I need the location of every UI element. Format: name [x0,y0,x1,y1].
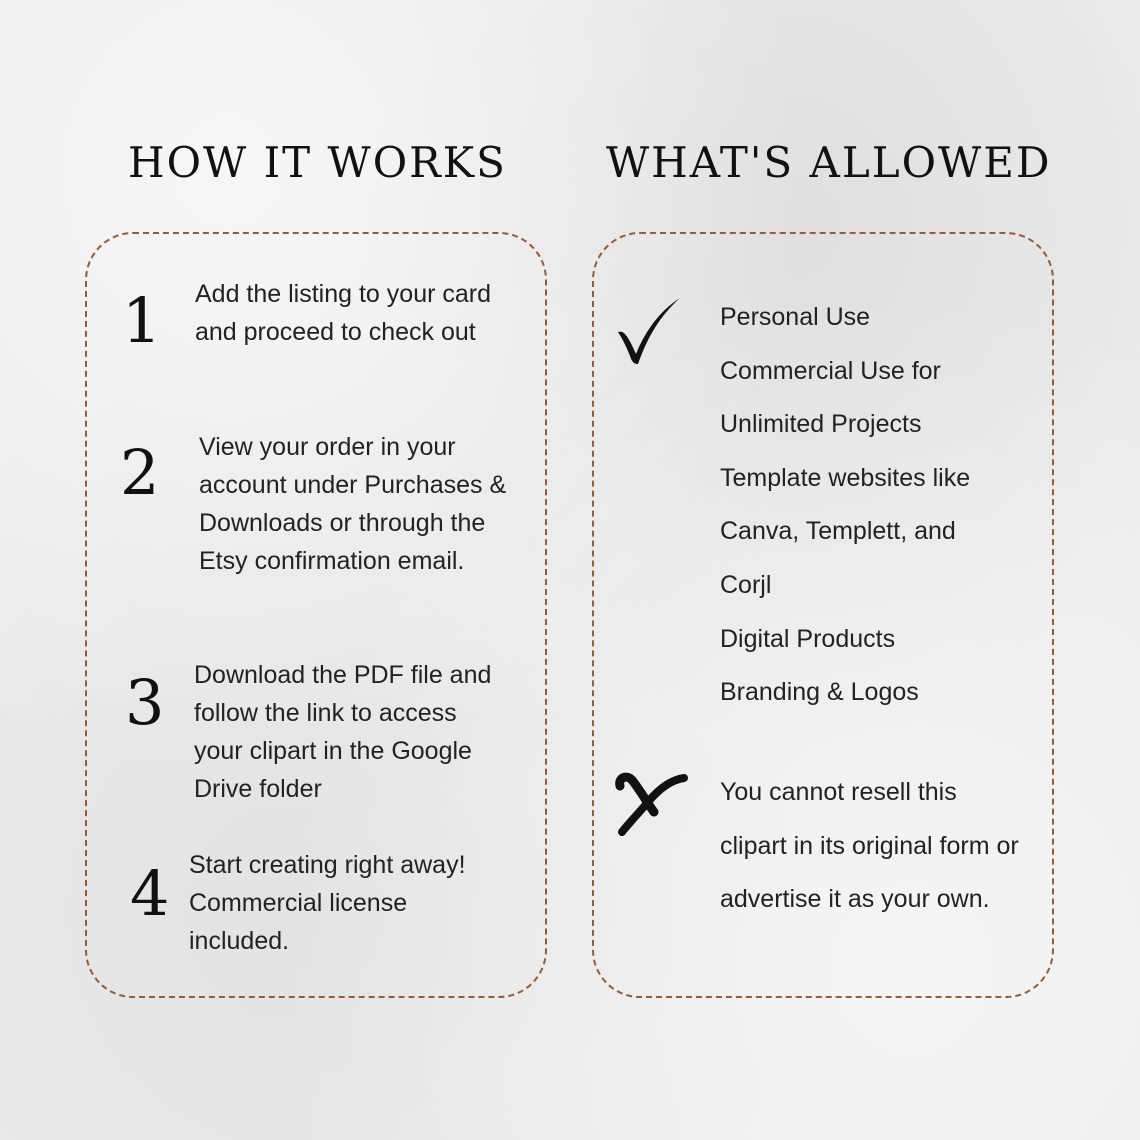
step-3-number: 3 [125,666,165,739]
step-4-number: 4 [130,857,170,930]
how-it-works-heading: HOW IT WORKS [128,138,507,187]
allowed-item: Template websites like [720,463,971,492]
step-4-text: Start creating right away! Commercial license included. [189,851,466,955]
allowed-item: Personal Use [720,303,871,331]
allowed-list [720,291,1040,720]
step-1-number: 1 [122,284,162,357]
allowed-item: Digital Products [720,624,896,653]
not-allowed-text: You cannot resell this clipart in its original form or advertise it as your own. [720,778,1019,914]
allowed-item: Unlimited Projects [720,410,922,439]
step-1-text: Add the listing to your card and proceed to check out [195,280,491,346]
whats-allowed-heading: WHAT'S ALLOWED [606,138,1052,187]
step-2-number: 2 [120,436,160,509]
check-icon [614,296,684,373]
allowed-item: Commercial Use for [720,356,941,385]
cross-icon [614,772,688,841]
allowed-item: Canva, Templett, and [720,517,956,546]
step-3-text: Download the PDF file and follow the link to access your clipart in the Google Drive folder [194,661,492,803]
allowed-item: Corjl [720,570,772,599]
step-2-text: View your order in your account under Purchases & Downloads or through the Etsy confirmation email. [199,433,507,575]
allowed-item: Branding & Logos [720,678,919,707]
